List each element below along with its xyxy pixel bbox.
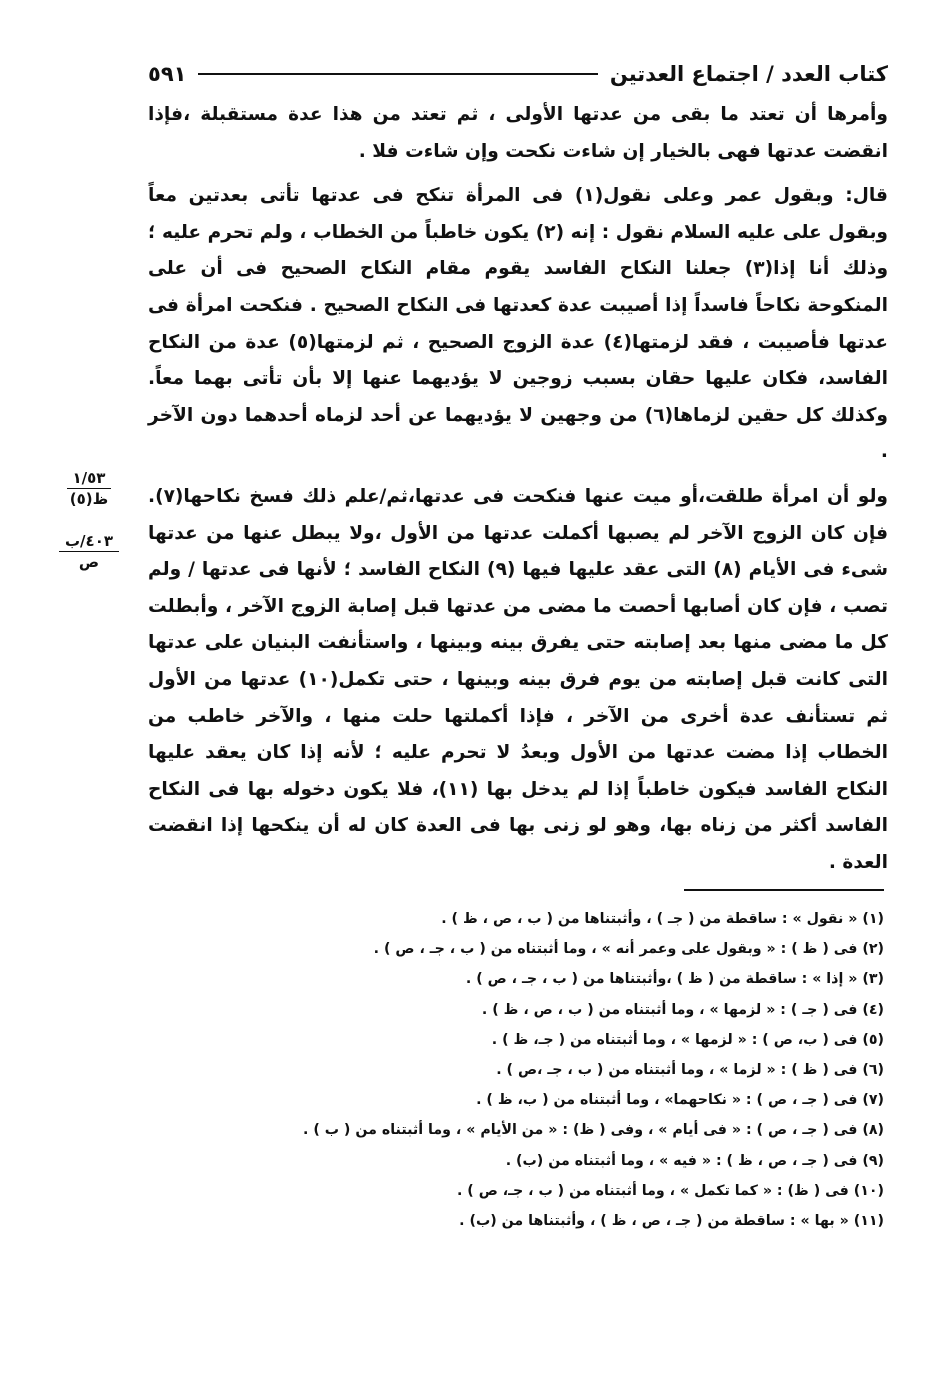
footnote: (٢) فى ( ظ ) : « وبقول على وعمر أنه » ، وما أثبتناه من ( ب ، جـ ، ص ) .: [373, 941, 884, 958]
margin-note: [44, 531, 134, 572]
footnote: (٦) فى ( ظ ) : « لزما » ، وما أثبتناه من ( ب ، جـ ،ص ) .: [496, 1062, 884, 1079]
main-text: [148, 97, 888, 881]
margin-note: [44, 468, 134, 509]
footnote: (٤) فى ( جـ ) : « لزمها » ، وما أثبتناه من ( ب ، ص ، ظ ) .: [481, 1001, 884, 1018]
manuscript-siglum: ظ(٥): [69, 490, 109, 508]
footnote: (٩) فى ( جـ ، ص ، ظ ) : « فيه » ، وما أثبتناه من (ب) .: [505, 1152, 884, 1169]
footnote: (١) « نقول » : ساقطة من ( جـ ) ، وأثبتناها من ( ب ، ص ، ظ ) .: [441, 911, 884, 927]
margin-notes: [44, 468, 134, 572]
footnote-separator: [684, 889, 884, 891]
footnote: (١١) « بها » : ساقطة من ( جـ ، ص ، ظ ) ، وأثبتناها من (ب) .: [459, 1213, 884, 1230]
folio-ref: ١/٥٣: [67, 468, 112, 489]
page-header: [148, 56, 888, 92]
paragraph: ولو أن امرأة طلقت،أو ميت عنها فنكحت فى عدتها،ثم/علم ذلك فسخ نكاحها(٧). فإن كان الزوج الآخر لم يصبها أكملت عدتها من الأول ،ولا يبطل عنها من عدتها شىء فى الأيام (٨) التى عقد عليها فيها (٩) النكاح الفاسد ؛ لأنها فى عدتها / ولم تصب ، فإن كان أصابها أحصت ما مضى من عدتها قبل إصابة الزوج الآخر ، وأبطلت كل ما مضى منها بعد إصابته حتى يفرق بينه وبينها ، واستأنفت البنيان على عدتها التى كانت قبل إصابته من يوم فرق بينه وبينها ، حتى تكمل(١٠) عدتها من الأول ثم تستأنف عدة أخرى من الآخر ، فإذا أكملتها حلت منها ، والآخر خاطب من الخطاب إذا مضت عدتها من الأول وبعدُ لا تحرم عليه ؛ لأنه إذا كان يعقد عليها النكاح الفاسد فيكون خاطباً إذا لم يدخل بها (١١)، فلا يكون دخوله بها فى النكاح الفاسد أكثر من زناه بها، وهو لو زنى بها فى العدة كان له أن ينكحها إذا انقضت العدة .: [148, 485, 888, 873]
footnotes: [148, 904, 884, 1236]
paragraph: وأمرها أن تعتد ما بقى من عدتها الأولى ، ثم تعتد من هذا عدة مستقبلة ،فإذا انقضت عدتها فهى بالخيار إن شاءت نكحت وإن شاءت فلا .: [148, 104, 888, 162]
footnote: (٧) فى ( جـ ، ص ) : « نكاحهما» ، وما أثبتناه من ( ب، ظ ) .: [476, 1092, 884, 1109]
running-title: كتاب العدد / اجتماع العدتين: [609, 62, 888, 86]
folio-ref: ٤٠٣/ب: [59, 531, 119, 552]
header-rule: [198, 73, 597, 75]
paragraph: قال: وبقول عمر وعلى نقول(١) فى المرأة تنكح فى عدتها تأتى بعدتين معاً وبقول على عليه السلام نقول : إنه (٢) يكون خاطباً من الخطاب ، ولم تحرم عليه ؛ وذلك أنا إذا(٣) جعلنا النكاح الفاسد يقوم مقام النكاح الصحيح فى أن على المنكوحة نكاحاً فاسداً إذا أصيبت عدة كعدتها فى النكاح الصحيح . فنكحت امرأة فى عدتها فأصيبت ، فقد لزمتها(٤) عدة الزوج الصحيح ، ثم لزمتها(٥) عدة من النكاح الفاسد، فكان عليها حقان بسبب زوجين لا يؤديهما عنها إلا بأن تأتى بهما معاً. وكذلك كل حقين لزماها(٦) من وجهين لا يؤديهما عن أحد لزماه أحدهما دون الآخر .: [148, 185, 889, 463]
page-number: ٥٩١: [148, 62, 187, 86]
footnote: (٥) فى ( ب، ص ) : « لزمها » ، وما أثبتناه من ( جـ، ظ ) .: [491, 1031, 884, 1048]
footnote: (٨) فى ( جـ ، ص ) : « فى أيام » ، وفى ( ظ) : « من الأيام » ، وما أثبتناه من ( ب ) .: [302, 1122, 884, 1139]
footnote: (١٠) فى ( ظ) : « كما تكمل » ، وما أثبتناه من ( ب ، جـ، ص ) .: [456, 1182, 884, 1199]
manuscript-siglum: ص: [78, 553, 100, 571]
footnote: (٣) « إذا » : ساقطة من ( ظ ) ،وأثبتناها من ( ب ، جـ ، ص ) .: [465, 971, 884, 988]
